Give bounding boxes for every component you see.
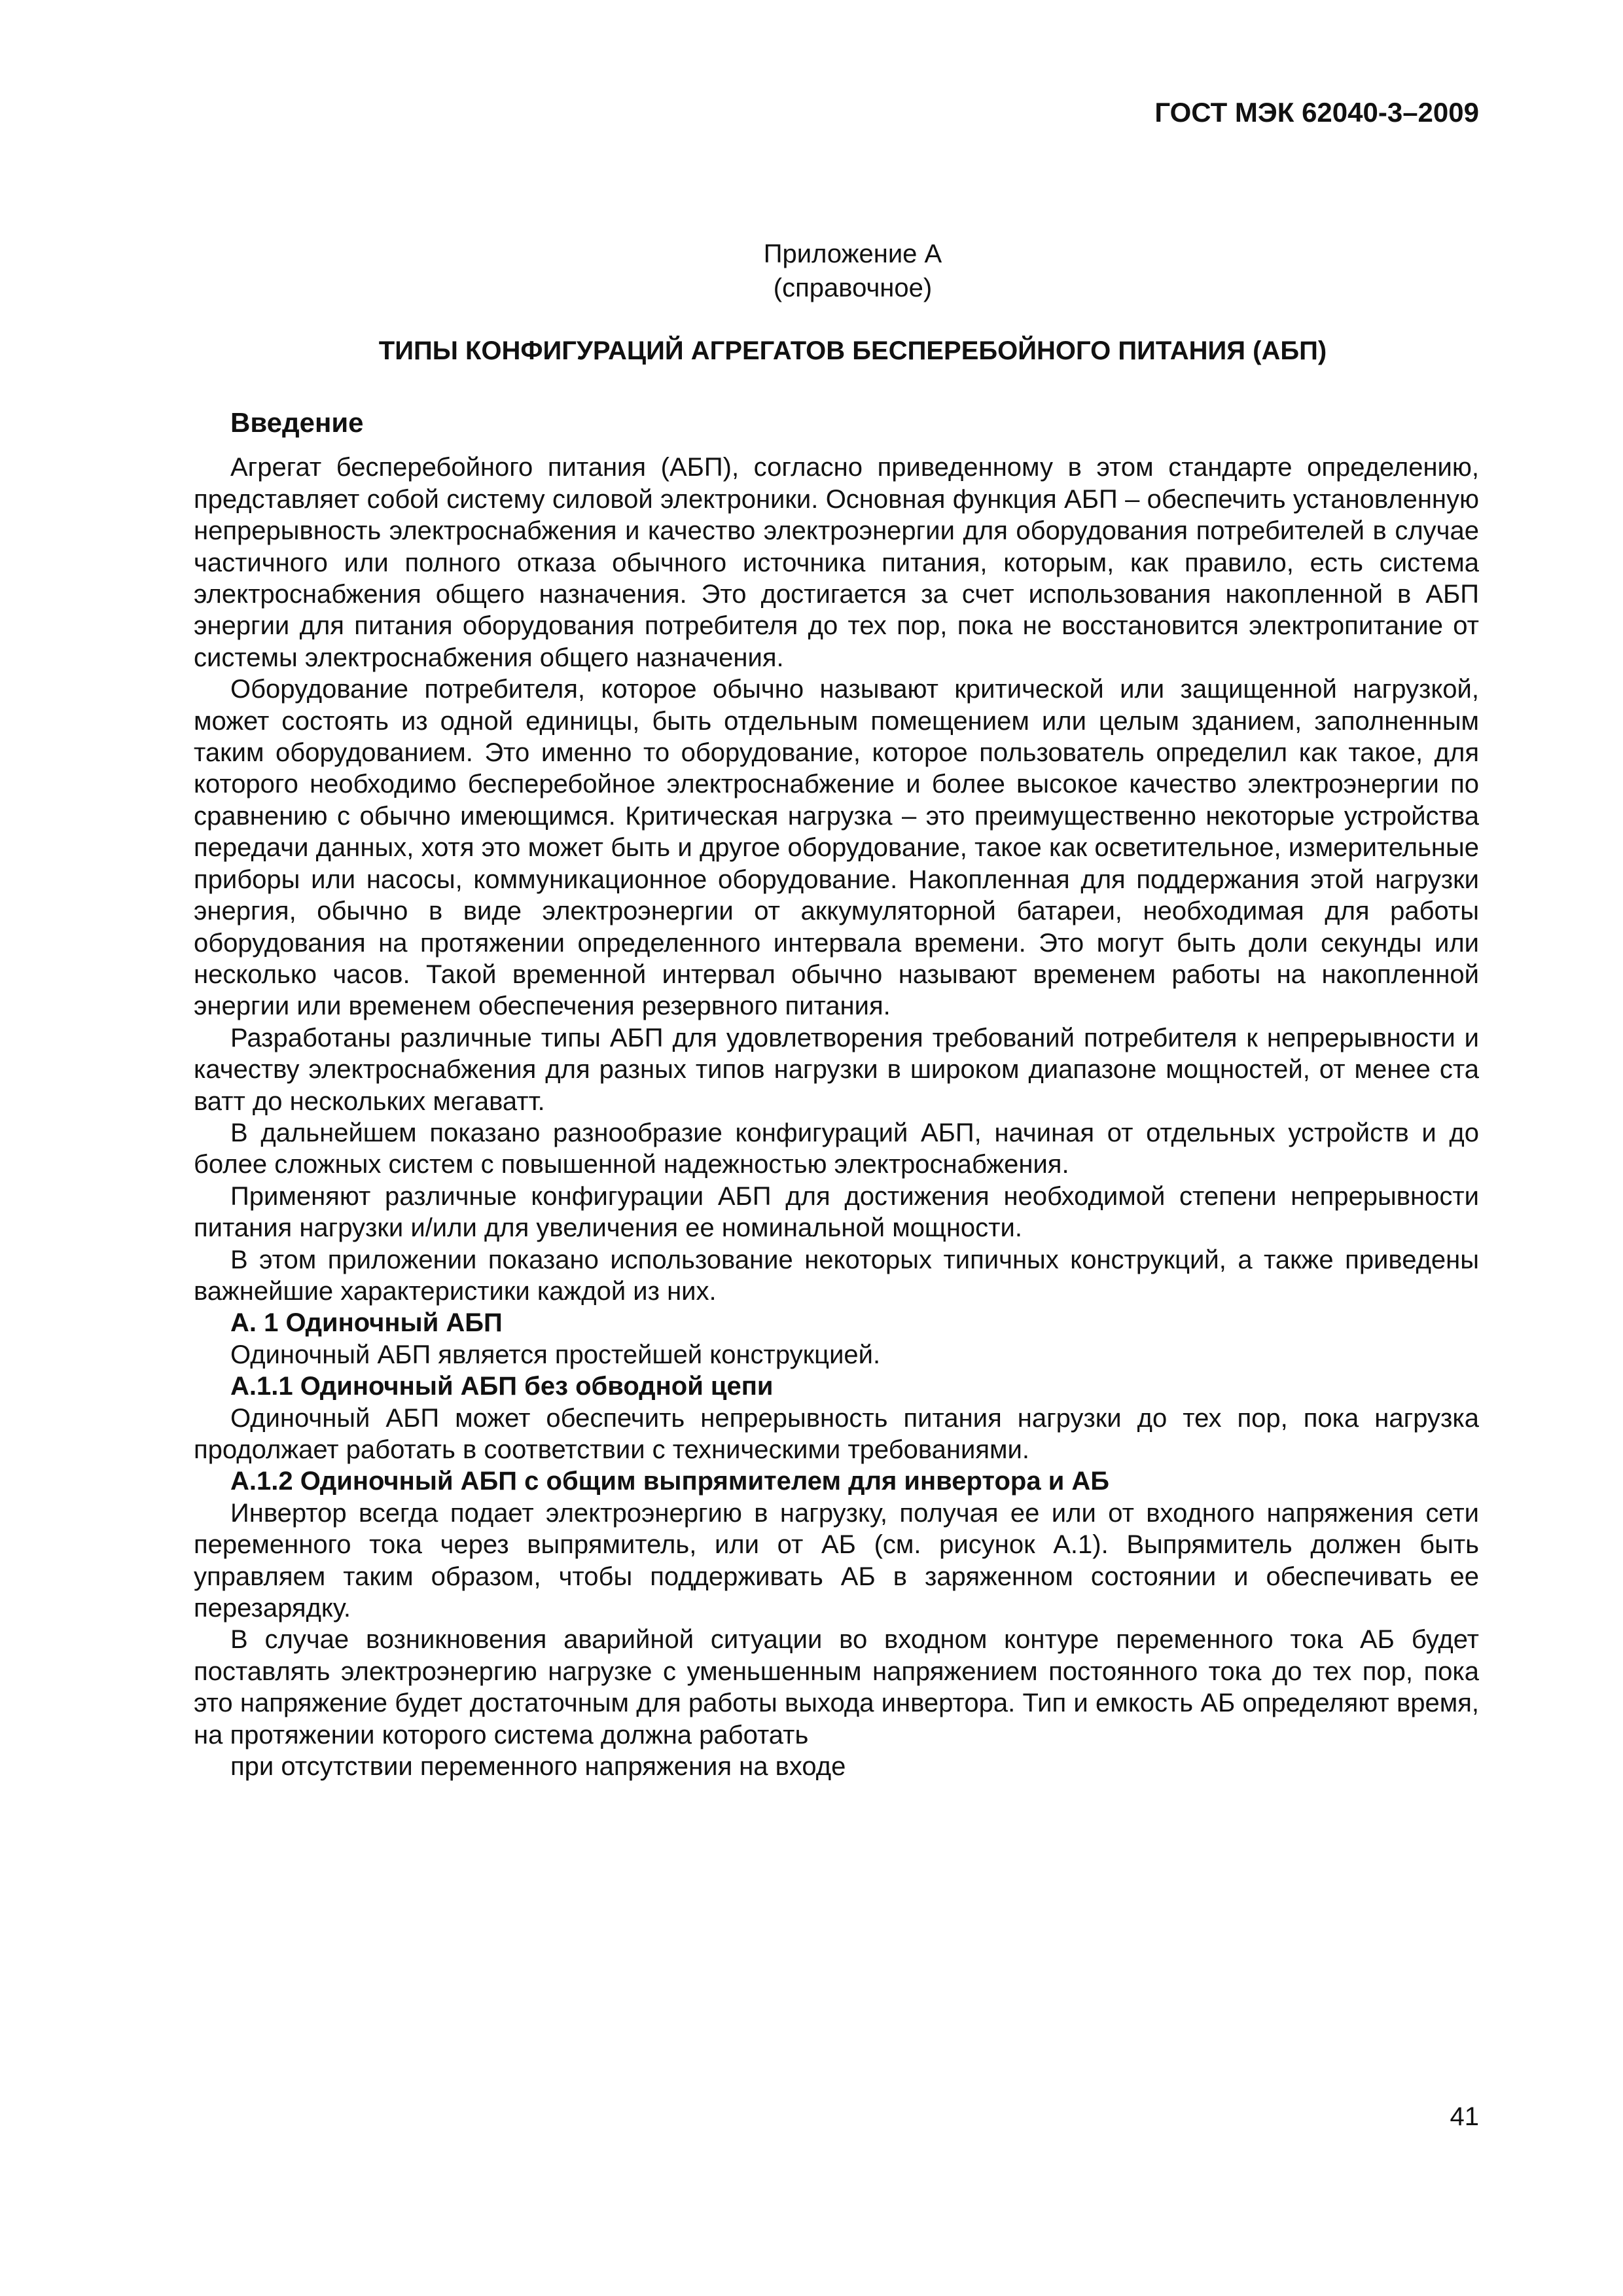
paragraph: Применяют различные конфигурации АБП для достижения необходимой степени непрерывности питания нагрузки и/или для увеличения ее номинальной мощности. bbox=[194, 1181, 1479, 1243]
paragraph: Инвертор всегда подает электроэнергию в нагрузку, получая ее или от входного напряжения сети переменного тока через выпрямитель, или от АБ (см. рисунок А.1). Выпрямитель должен быть управляем таким образом, чтобы поддерживать АБ в заряженном состоянии и обеспечивать ее перезарядку. bbox=[194, 1498, 1479, 1623]
standard-code: ГОСТ МЭК 62040-3–2009 bbox=[1154, 97, 1479, 128]
paragraph: В случае возникновения аварийной ситуации во входном контуре переменного тока АБ будет поставлять электроэнергию нагрузке с уменьшенным напряжением постоянного тока до тех пор, пока это напряжение будет достаточным для работы выхода инвертора. Тип и емкость АБ определяют время, на протяжении которого система должна работать bbox=[194, 1625, 1479, 1749]
section-heading-a1-1: А.1.1 Одиночный АБП без обводной цепи bbox=[230, 1372, 774, 1401]
paragraph: Агрегат бесперебойного питания (АБП), согласно приведенному в этом стандарте определению, представляет собой систему силовой электроники. Основная функция АБП – обеспечить установленную непрерывность электроснабжения и качество электроэнергии для оборудования потребителей в случае частичного или полного отказа обычного источника питания, которым, как правило, есть система электроснабжения общего назначения. Это достигается за счет использования накопленной в АБП энергии для питания оборудования потребителя до тех пор, пока не восстановится электропитание от системы электроснабжения общего назначения. bbox=[194, 453, 1479, 672]
paragraph: В дальнейшем показано разнообразие конфигураций АБП, начиная от отдельных устройств и до более сложных систем с повышенной надежностью электроснабжения. bbox=[194, 1118, 1479, 1179]
paragraph: Одиночный АБП является простейшей конструкцией. bbox=[230, 1340, 881, 1369]
annex-subtitle: (справочное) bbox=[773, 274, 933, 302]
annex-title: Приложение А bbox=[763, 240, 942, 268]
paragraph-continuation: при отсутствии переменного напряжения на входе bbox=[230, 1752, 846, 1782]
document-body bbox=[194, 407, 1479, 1782]
paragraph: Одиночный АБП может обеспечить непрерывность питания нагрузки до тех пор, пока нагрузка продолжает работать в соответствии с техническими требованиями. bbox=[194, 1403, 1479, 1464]
paragraph: Разработаны различные типы АБП для удовлетворения требований потребителя к непрерывности и качеству электроснабжения для разных типов нагрузки в широком диапазоне мощностей, от менее ста ватт до нескольких мегаватт. bbox=[194, 1023, 1479, 1116]
main-title: ТИПЫ КОНФИГУРАЦИЙ АГРЕГАТОВ БЕСПЕРЕБОЙНОГО ПИТАНИЯ (АБП) bbox=[378, 336, 1327, 365]
paragraph: В этом приложении показано использование некоторых типичных конструкций, а также приведены важнейшие характеристики каждой из них. bbox=[194, 1245, 1479, 1306]
page-number: 41 bbox=[1450, 2102, 1479, 2131]
section-heading-a1-2: А.1.2 Одиночный АБП с общим выпрямителем для инвертора и АБ bbox=[230, 1467, 1110, 1496]
intro-heading: Введение bbox=[230, 407, 364, 438]
section-heading-a1: А. 1 Одиночный АБП bbox=[230, 1308, 503, 1338]
paragraph: Оборудование потребителя, которое обычно называют критической или защищенной нагрузкой, может состоять из одной единицы, быть отдельным помещением или целым зданием, заполненным таким оборудованием. Это именно то оборудование, которое пользователь определил как такое, для которого необходимо бесперебойное электроснабжение и более высокое качество электроэнергии по сравнению с обычно имеющимся. Критическая нагрузка – это преимущественно некоторые устройства передачи данных, хотя это может быть и другое оборудование, такое как осветительное, измерительные приборы или насосы, коммуникационное оборудование. Накопленная для поддержания этой нагрузки энергия, обычно в виде электроэнергии от аккумуляторной батареи, необходимая для работы оборудования на протяжении определенного интервала времени. Это могут быть доли секунды или несколько часов. Такой временной интервал обычно называют временем работы на накопленной энергии или временем обеспечения резервного питания. bbox=[194, 675, 1479, 1021]
